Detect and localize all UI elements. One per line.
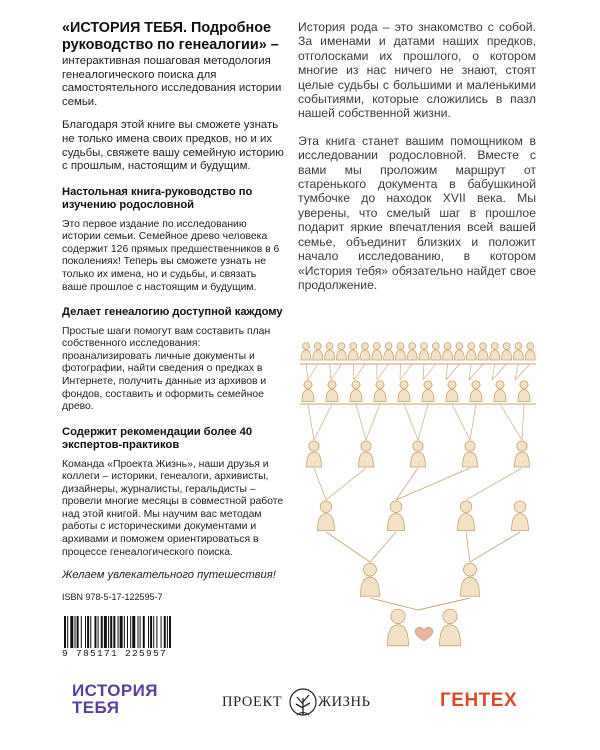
barcode [62,616,270,648]
family-tree-illustration [300,340,536,650]
proekt-zhizn-word2: ЖИЗНЬ [318,694,371,710]
section-title-reference: Настольная книга-руководство по изучению родословной [62,185,253,212]
section-title-experts: Содержит рекомендации более 40 экспертов-практиков [62,425,253,452]
section-body-accessible: Простые шаги помогут вам составить план собственного исследования: проанализировать личные документы и фотографии, найти сведения о предках в Интернете, получить данные из архивов и фондов, составить и оформить семейное древо. [62,325,271,413]
right-column [298,20,536,292]
right-paragraph-1: История рода – это знакомство с собой. За именами и датами наших предков, отголосками их прошлого, о котором многие из нас ничего не знают, стоят целые судьбы с большими и маленькими событиями, которые сложились в пазл нашей собственной жизни. [298,20,536,121]
section-title-accessible: Делает генеалогию доступной каждому [62,306,283,319]
closing-wish: Желаем увлекательного путешествия! [62,569,276,582]
right-paragraph-2: Эта книга станет вашим помощником в исследовании родословной. Вместе с вами мы проложим маршрут от старенького документа в бабушкиной тумбочке до находок XVII века. Мы уверены, что смелый шаг в прошлое подарит яркие впечатления всей вашей семье, объединит близких и положит начало исследованию, в котором «История тебя» обязательно найдет свое продолжение. [298,133,536,292]
publisher-logos [0,676,600,732]
istoriya-tebya-logo-line1: ИСТОРИЯ [72,681,158,700]
left-column [62,20,284,603]
headline: «ИСТОРИЯ ТЕБЯ. Подробное руководство по генеалогии» – [62,20,279,53]
barcode-digits: 9 785171 225957 [62,648,168,659]
istoriya-tebya-logo-line2: ТЕБЯ [72,698,120,717]
isbn-number: ISBN 978-5-17-122595-7 [62,591,163,602]
istoriya-tebya-logo [72,681,158,717]
section-body-experts: Команда «Проекта Жизнь», наши друзья и коллеги – историки, генеалоги, архивисты, дизайнеры, журналисты, геральдисты – провели многие месяцы в совместной работе над этой книгой. Мы научим вас методам работы с историческими документами и архивами и поможем ориентироваться в процессе генеалогического поиска. [62,458,284,558]
proekt-zhizn-logo [222,684,382,724]
gentekh-logo: ГЕНТЕХ [440,690,518,711]
intro-paragraph: Благодаря этой книге вы сможете узнать не только имена своих предков, но и их судьбы, свяжете вашу семейную историю с прошлым, настоящим и будущим. [62,119,284,173]
section-body-reference: Это первое издание по исследованию истории семьи. Семейное древо человека содержит 126 прямых предшественников в 6 поколениях! Теперь вы сможете узнать не только их имена, но и судьбы, и связать ваше прошлое с настоящим и будущим. [62,218,280,293]
tree-emblem-icon [288,684,318,722]
proekt-zhizn-word1: ПРОЕКТ [222,694,283,710]
intro-text: интерактивная пошаговая методология генеалогического поиска для самостоятельного исследования истории семьи. [62,55,282,108]
